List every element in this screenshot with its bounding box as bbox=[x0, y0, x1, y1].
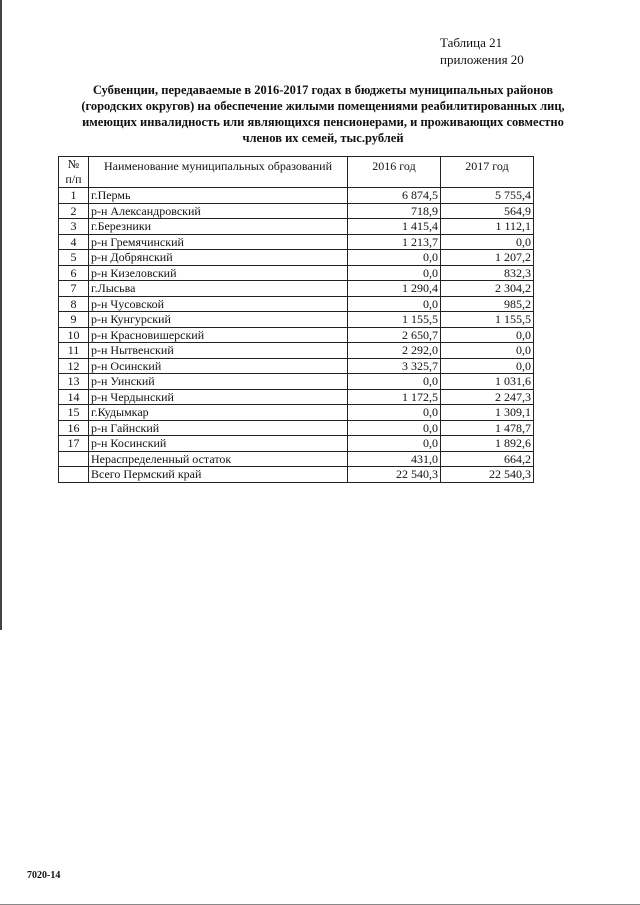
row-number bbox=[59, 467, 89, 483]
row-number: 1 bbox=[59, 188, 89, 204]
row-value-2017: 0,0 bbox=[441, 327, 534, 343]
table-row bbox=[59, 327, 534, 343]
header-2016: 2016 год bbox=[348, 157, 441, 188]
row-value-2017: 1 112,1 bbox=[441, 219, 534, 235]
row-value-2017: 22 540,3 bbox=[441, 467, 534, 483]
row-number: 15 bbox=[59, 405, 89, 421]
title-line: имеющих инвалидность или являющихся пенсионерами, и проживающих совместно bbox=[82, 115, 564, 129]
row-value-2016: 1 155,5 bbox=[348, 312, 441, 328]
row-value-2017: 664,2 bbox=[441, 451, 534, 467]
header-no bbox=[59, 157, 89, 188]
row-number: 11 bbox=[59, 343, 89, 359]
table-row bbox=[59, 358, 534, 374]
row-value-2017: 0,0 bbox=[441, 343, 534, 359]
title-line: (городских округов) на обеспечение жилыми помещениями реабилитированных лиц, bbox=[81, 99, 565, 113]
row-value-2017: 0,0 bbox=[441, 358, 534, 374]
table-row bbox=[59, 234, 534, 250]
row-value-2016: 0,0 bbox=[348, 374, 441, 390]
table-body bbox=[59, 188, 534, 483]
row-value-2016: 1 172,5 bbox=[348, 389, 441, 405]
row-value-2017: 1 478,7 bbox=[441, 420, 534, 436]
row-value-2016: 1 290,4 bbox=[348, 281, 441, 297]
row-name: р-н Кизеловский bbox=[89, 265, 348, 281]
row-value-2017: 832,3 bbox=[441, 265, 534, 281]
row-value-2016: 3 325,7 bbox=[348, 358, 441, 374]
row-value-2016: 0,0 bbox=[348, 420, 441, 436]
header-no-line2: п/п bbox=[65, 172, 82, 186]
table-row bbox=[59, 405, 534, 421]
row-name: р-н Чердынский bbox=[89, 389, 348, 405]
row-name: г.Пермь bbox=[89, 188, 348, 204]
title-line: членов их семей, тыс.рублей bbox=[242, 131, 404, 145]
document-title bbox=[58, 82, 588, 146]
header-name: Наименование муниципальных образований bbox=[89, 157, 348, 188]
table-row bbox=[59, 389, 534, 405]
row-name: р-н Косинский bbox=[89, 436, 348, 452]
row-number: 10 bbox=[59, 327, 89, 343]
row-value-2016: 0,0 bbox=[348, 405, 441, 421]
row-number: 12 bbox=[59, 358, 89, 374]
table-row bbox=[59, 296, 534, 312]
row-name: р-н Красновишерский bbox=[89, 327, 348, 343]
table-row bbox=[59, 312, 534, 328]
row-value-2016: 0,0 bbox=[348, 296, 441, 312]
footer-code: 7020-14 bbox=[27, 870, 61, 881]
row-number: 6 bbox=[59, 265, 89, 281]
row-value-2016: 1 415,4 bbox=[348, 219, 441, 235]
table-header-row bbox=[59, 157, 534, 188]
row-value-2017: 985,2 bbox=[441, 296, 534, 312]
row-value-2016: 0,0 bbox=[348, 436, 441, 452]
row-value-2017: 2 247,3 bbox=[441, 389, 534, 405]
row-number: 14 bbox=[59, 389, 89, 405]
row-name: р-н Гайнский bbox=[89, 420, 348, 436]
row-number: 7 bbox=[59, 281, 89, 297]
row-value-2016: 2 650,7 bbox=[348, 327, 441, 343]
row-number: 16 bbox=[59, 420, 89, 436]
row-value-2016: 0,0 bbox=[348, 265, 441, 281]
row-value-2016: 6 874,5 bbox=[348, 188, 441, 204]
row-value-2017: 1 892,6 bbox=[441, 436, 534, 452]
table-row bbox=[59, 451, 534, 467]
header-no-line1: № bbox=[67, 157, 80, 171]
row-name: р-н Кунгурский bbox=[89, 312, 348, 328]
row-number: 17 bbox=[59, 436, 89, 452]
table-ref-line1: Таблица 21 bbox=[440, 35, 503, 50]
row-name: р-н Уинский bbox=[89, 374, 348, 390]
row-number: 2 bbox=[59, 203, 89, 219]
table-row bbox=[59, 219, 534, 235]
subsidies-table bbox=[58, 156, 534, 483]
row-name: р-н Нытвенский bbox=[89, 343, 348, 359]
table-row bbox=[59, 467, 534, 483]
row-value-2017: 1 155,5 bbox=[441, 312, 534, 328]
row-value-2017: 1 309,1 bbox=[441, 405, 534, 421]
row-name: Нераспределенный остаток bbox=[89, 451, 348, 467]
row-value-2017: 1 031,6 bbox=[441, 374, 534, 390]
table-row bbox=[59, 420, 534, 436]
table-row bbox=[59, 436, 534, 452]
header-2017: 2017 год bbox=[441, 157, 534, 188]
row-number: 8 bbox=[59, 296, 89, 312]
row-number: 4 bbox=[59, 234, 89, 250]
row-value-2017: 564,9 bbox=[441, 203, 534, 219]
row-name: р-н Осинский bbox=[89, 358, 348, 374]
row-name: Всего Пермский край bbox=[89, 467, 348, 483]
row-number: 5 bbox=[59, 250, 89, 266]
row-name: р-н Добрянский bbox=[89, 250, 348, 266]
row-name: г.Кудымкар bbox=[89, 405, 348, 421]
page-edge-left bbox=[0, 0, 2, 630]
row-value-2016: 22 540,3 bbox=[348, 467, 441, 483]
row-value-2017: 0,0 bbox=[441, 234, 534, 250]
row-name: р-н Александровский bbox=[89, 203, 348, 219]
table-ref-line2: приложения 20 bbox=[440, 52, 524, 67]
row-name: р-н Гремячинский bbox=[89, 234, 348, 250]
table-row bbox=[59, 374, 534, 390]
table-row bbox=[59, 265, 534, 281]
row-value-2016: 2 292,0 bbox=[348, 343, 441, 359]
row-value-2016: 718,9 bbox=[348, 203, 441, 219]
row-value-2016: 0,0 bbox=[348, 250, 441, 266]
row-value-2017: 2 304,2 bbox=[441, 281, 534, 297]
row-number: 9 bbox=[59, 312, 89, 328]
table-row bbox=[59, 188, 534, 204]
row-number bbox=[59, 451, 89, 467]
row-value-2016: 1 213,7 bbox=[348, 234, 441, 250]
table-row bbox=[59, 281, 534, 297]
table-row bbox=[59, 250, 534, 266]
row-number: 3 bbox=[59, 219, 89, 235]
row-name: г.Лысьва bbox=[89, 281, 348, 297]
row-name: р-н Чусовской bbox=[89, 296, 348, 312]
row-value-2017: 5 755,4 bbox=[441, 188, 534, 204]
title-line: Субвенции, передаваемые в 2016-2017 годах в бюджеты муниципальных районов bbox=[92, 83, 554, 97]
table-reference bbox=[440, 34, 524, 68]
table-row bbox=[59, 343, 534, 359]
row-value-2017: 1 207,2 bbox=[441, 250, 534, 266]
table-row bbox=[59, 203, 534, 219]
row-name: г.Березники bbox=[89, 219, 348, 235]
row-number: 13 bbox=[59, 374, 89, 390]
row-value-2016: 431,0 bbox=[348, 451, 441, 467]
